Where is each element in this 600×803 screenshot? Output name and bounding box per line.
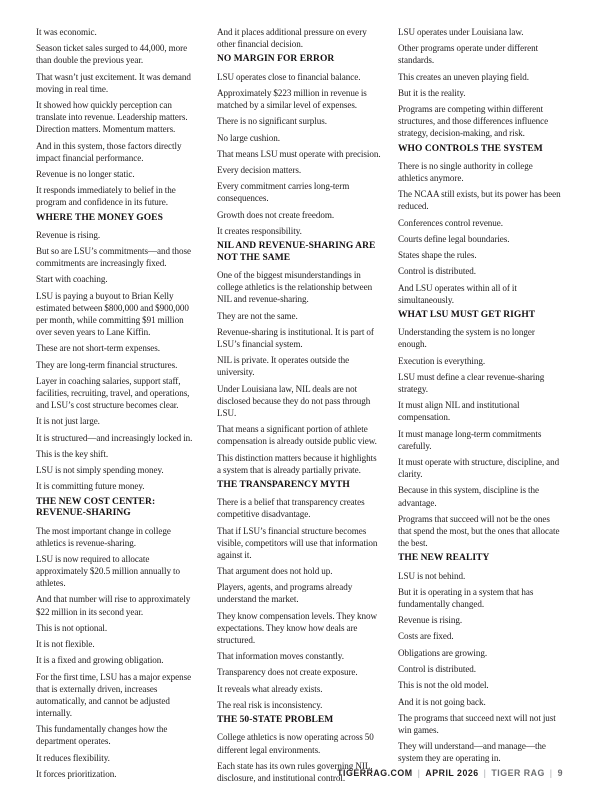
- paragraph: Programs that succeed will not be the ones that spend the most, but the ones that allocate the best.: [398, 513, 560, 549]
- paragraph: It responds immediately to belief in the program and confidence in its future.: [36, 185, 176, 208]
- paragraph: Costs are fixed.: [398, 631, 454, 642]
- article-column-3: [398, 26, 562, 769]
- section-heading: NIL AND REVENUE-SHARING ARE NOT THE SAME: [217, 241, 376, 264]
- article-column-2: [217, 26, 381, 788]
- section-heading: NO MARGIN FOR ERROR: [217, 54, 335, 65]
- footer-issue-date: APRIL 2026: [425, 768, 479, 778]
- paragraph: Approximately $223 million in revenue is matched by a similar level of expenses.: [217, 87, 367, 110]
- paragraph: It reveals what already exists.: [217, 683, 323, 694]
- footer-divider: |: [549, 768, 553, 778]
- paragraph: Growth does not create freedom.: [217, 209, 335, 220]
- paragraph: The real risk is inconsistency.: [217, 699, 323, 710]
- paragraph: They are long-term financial structures.: [36, 359, 178, 370]
- paragraph: It is a fixed and growing obligation.: [36, 655, 164, 666]
- paragraph: It is not flexible.: [36, 639, 95, 650]
- paragraph: LSU is paying a buyout to Brian Kelly estimated between $800,000 and $900,000 per month, while committing $91 million over seven years to Lane Kiffin.: [36, 290, 189, 337]
- paragraph: There is a belief that transparency creates competitive disadvantage.: [217, 497, 365, 520]
- paragraph: It is committing future money.: [36, 481, 145, 492]
- paragraph: It is not just large.: [36, 416, 100, 427]
- paragraph: There is no significant surplus.: [217, 116, 327, 127]
- paragraph: This creates an uneven playing field.: [398, 71, 529, 82]
- paragraph: But it is operating in a system that has fundamentally changed.: [398, 586, 534, 609]
- section-heading: THE NEW COST CENTER: REVENUE-SHARING: [36, 496, 156, 519]
- paragraph: The NCAA still exists, but its power has been reduced.: [398, 189, 561, 212]
- footer-page-number: 9: [557, 768, 563, 778]
- paragraph: But so are LSU’s commitments—and those commitments are increasingly fixed.: [36, 246, 191, 269]
- paragraph: Under Louisiana law, NIL deals are not disclosed because they do not pass through LSU.: [217, 383, 371, 418]
- paragraph: It must operate with structure, discipline, and clarity.: [398, 457, 560, 480]
- paragraph: That if LSU’s financial structure becomes visible, competitors will use that information against it.: [217, 525, 378, 560]
- paragraph: No large cushion.: [217, 132, 280, 143]
- paragraph: That means LSU must operate with precision.: [217, 148, 381, 159]
- paragraph: LSU must define a clear revenue-sharing strategy.: [398, 371, 545, 395]
- paragraph: And it places additional pressure on every other financial decision.: [217, 27, 367, 50]
- paragraph: LSU is now required to allocate approximately $20.5 million annually to athletes.: [36, 554, 180, 589]
- paragraph: Transparency does not create exposure.: [217, 667, 358, 678]
- paragraph: This is the key shift.: [36, 448, 109, 459]
- paragraph: It reduces flexibility.: [36, 752, 110, 763]
- paragraph: Each state has its own rules governing NIL, disclosure, and institutional control.: [217, 760, 373, 783]
- paragraph: NIL is private. It operates outside the university.: [217, 355, 350, 378]
- paragraph: For the first time, LSU has a major expense that is externally driven, increases automatically, and cannot be adjusted internally.: [36, 671, 192, 718]
- section-heading: THE 50-STATE PROBLEM: [217, 715, 334, 726]
- paragraph: It creates responsibility.: [217, 226, 302, 236]
- paragraph: These are not short-term expenses.: [36, 343, 161, 354]
- paragraph: But it is the reality.: [398, 87, 466, 98]
- paragraph: LSU operates close to financial balance.: [217, 71, 361, 82]
- paragraph: It must align NIL and institutional compensation.: [398, 400, 520, 423]
- section-heading: THE NEW REALITY: [398, 553, 490, 564]
- paragraph: That means a significant portion of athlete compensation is already outside public view.: [217, 424, 377, 447]
- footer-divider: |: [483, 768, 487, 778]
- paragraph: And that number will rise to approximately $22 million in its second year.: [36, 594, 191, 617]
- paragraph: That argument does not hold up.: [217, 566, 333, 577]
- section-heading: WHERE THE MONEY GOES: [36, 212, 163, 223]
- paragraph: Other programs operate under different standards.: [398, 43, 539, 66]
- paragraph: Revenue is rising.: [398, 615, 463, 626]
- paragraph: One of the biggest misunderstandings in college athletics is the relationship between NIL and revenue-sharing.: [217, 270, 373, 305]
- paragraph: Players, agents, and programs already understand the market.: [217, 582, 353, 605]
- article-columns: [36, 26, 564, 788]
- paragraph: And it is not going back.: [398, 696, 486, 707]
- paragraph: Every decision matters.: [217, 165, 302, 176]
- article-column-1: [36, 26, 200, 784]
- paragraph: The most important change in college athletics is revenue-sharing.: [36, 525, 171, 548]
- paragraph: That information moves constantly.: [217, 651, 344, 662]
- footer-magazine-name: TIGER RAG: [491, 768, 545, 778]
- paragraph: It showed how quickly perception can translate into revenue. Leadership matters. Direction matters. Momentum matters.: [36, 100, 188, 135]
- paragraph: States shape the rules.: [398, 250, 477, 261]
- paragraph: Season ticket sales surged to 44,000, more than double the previous year.: [36, 43, 188, 66]
- paragraph: It was economic.: [36, 27, 97, 37]
- paragraph: Every commitment carries long-term consequences.: [217, 181, 350, 204]
- paragraph: Programs are competing within different structures, and those differences influence strategy, decision-making, and risk.: [398, 104, 549, 139]
- paragraph: The programs that succeed next will not just win games.: [398, 712, 556, 735]
- paragraph: Execution is everything.: [398, 355, 486, 366]
- paragraph: This distinction matters because it highlights a system that is already partially private.: [217, 452, 377, 475]
- paragraph: LSU is not simply spending money.: [36, 465, 164, 476]
- paragraph: And in this system, those factors directly impact financial performance.: [36, 140, 182, 163]
- paragraph: It is structured—and increasingly locked in.: [36, 432, 193, 443]
- paragraph: Revenue-sharing is institutional. It is part of LSU’s financial system.: [217, 327, 374, 350]
- paragraph: Revenue is rising.: [36, 229, 101, 240]
- paragraph: Layer in coaching salaries, support staff, facilities, recruiting, travel, and operations, and LSU’s cost structure becomes clear.: [36, 375, 190, 410]
- paragraph: They are not the same.: [217, 310, 298, 321]
- paragraph: Obligations are growing.: [398, 647, 488, 658]
- paragraph: Conferences control revenue.: [398, 217, 504, 228]
- paragraph: This is not optional.: [36, 622, 108, 633]
- paragraph: LSU is not behind.: [398, 570, 466, 581]
- paragraph: This fundamentally changes how the department operates.: [36, 724, 168, 747]
- paragraph: This is not the old model.: [398, 680, 489, 691]
- paragraph: Revenue is no longer static.: [36, 168, 135, 179]
- paragraph: That wasn’t just excitement. It was demand moving in real time.: [36, 71, 191, 94]
- paragraph: It must manage long-term commitments carefully.: [398, 428, 542, 451]
- paragraph: Because in this system, discipline is the advantage.: [398, 485, 539, 508]
- footer-divider: |: [417, 768, 421, 778]
- paragraph: It forces prioritization.: [36, 768, 117, 779]
- paragraph: There is no single authority in college athletics anymore.: [398, 160, 533, 183]
- paragraph: Control is distributed.: [398, 664, 477, 674]
- paragraph: LSU operates under Louisiana law.: [398, 27, 524, 37]
- paragraph: Control is distributed.: [398, 266, 477, 277]
- paragraph: College athletics is now operating across 50 different legal environments.: [217, 732, 374, 755]
- paragraph: And LSU operates within all of it simultaneously.: [398, 282, 517, 305]
- section-heading: WHAT LSU MUST GET RIGHT: [398, 310, 536, 321]
- section-heading: THE TRANSPARENCY MYTH: [217, 479, 350, 490]
- paragraph: Courts define legal boundaries.: [398, 233, 510, 244]
- footer-site-url: TIGERRAG.COM: [337, 768, 413, 778]
- paragraph: Understanding the system is no longer enough.: [398, 327, 535, 350]
- page-footer: [337, 768, 563, 779]
- paragraph: Start with coaching.: [36, 274, 108, 285]
- paragraph: They know compensation levels. They know expectations. They know how deals are structured.: [217, 610, 377, 645]
- paragraph: They will understand—and manage—the system they are operating in.: [398, 741, 546, 764]
- section-heading: WHO CONTROLS THE SYSTEM: [398, 143, 543, 154]
